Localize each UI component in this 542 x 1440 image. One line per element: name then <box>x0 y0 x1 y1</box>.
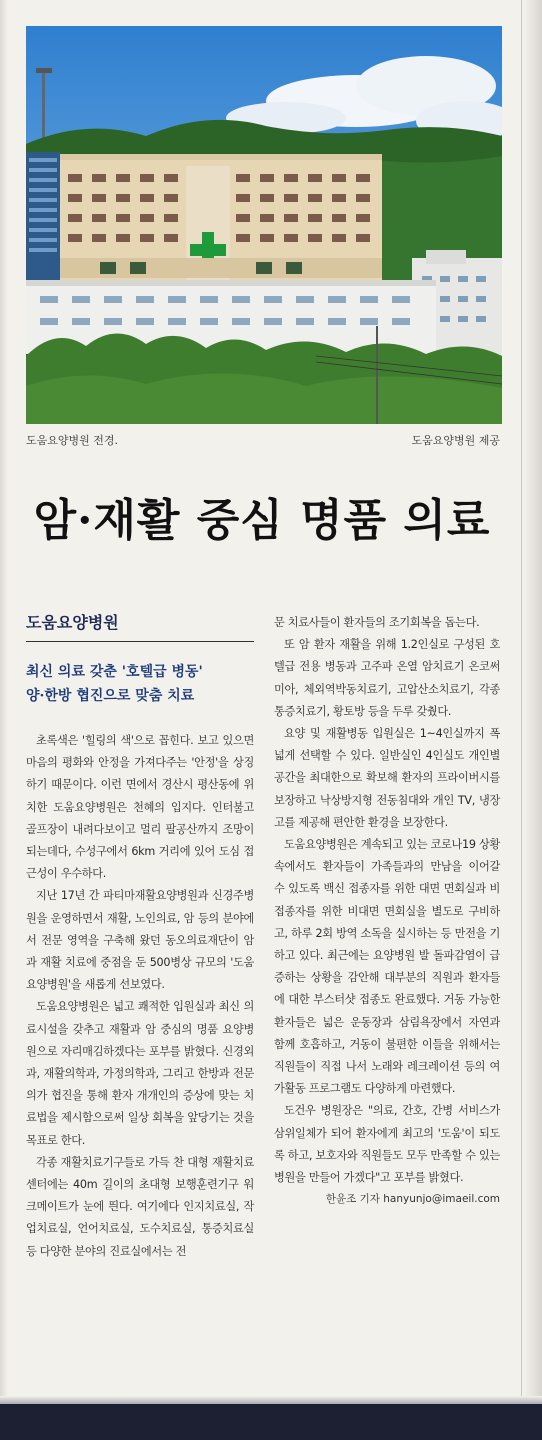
subheadline-line: 최신 의료 갖춘 '호텔급 병동' <box>26 664 203 680</box>
body-paragraph: 초록색은 '힐링의 색'으로 꼽힌다. 보고 있으면 마음의 평화와 안정을 가져다주는 '안정'을 상징하기 때문이다. 이런 면에서 경산시 평산동에 위치한 도움요양병원은 천혜의 입지다. 인터불고 골프장이 내려다보이고 멀리 팔공산까지 조망이 되는데다, 수성구에서 6km 거리에 있어 도심 접근성이 우수하다. <box>26 734 254 881</box>
subheadline-line: 양·한방 협진으로 맞춤 치료 <box>26 688 195 704</box>
body-paragraph: 도움요양병원은 계속되고 있는 코로나19 상황 속에서도 환자들이 가족들과의 만남을 이어갈 수 있도록 백신 접종자를 위한 대면 면회실과 비접종자를 위한 비대면 면회실을 별도로 구비하고, 하루 2회 방역 소독을 실시하는 등 만전을 기하고 있다. 최근에는 요양병원 발 돌파감염이 급증하는 상황을 감안해 대부분의 직원과 환자들에 대한 부스터샷 접종도 완료했다. 거동 가능한 환자들은 넓은 운동장과 삼림욕장에서 자연과 함께 호흡하고, 거동이 불편한 이들을 위해서는 직원들이 직접 나서 노래와 레크레이션 등의 여가활동 프로그램도 다양하게 마련했다. <box>274 838 500 1096</box>
body-paragraph: 도움요양병원은 넓고 쾌적한 입원실과 최신 의료시설을 갖추고 재활과 암 중심의 명품 요양병원으로 자리매김하겠다는 포부를 밝혔다. 신경외과, 재활의학과, 가정의학과, 그리고 한방과 전문의가 협진을 통해 환자 개개인의 증상에 맞는 치료법을 제시함으로써 일상 회복을 앞당기는 것을 목표로 한다. <box>26 1000 254 1147</box>
page-edge-left <box>0 0 8 1400</box>
article-column-right <box>274 612 500 1206</box>
body-paragraph: 요양 및 재활병동 입원실은 1~4인실까지 폭넓게 선택할 수 있다. 일반실인 4인실도 개인별 공간을 최대한으로 확보해 환자의 프라이버시를 보장하고 낙상방지형 전동침대와 개인 TV, 냉장고를 제공해 편안한 환경을 보장한다. <box>274 727 500 829</box>
photo-caption: 도움요양병원 전경. <box>26 434 119 447</box>
hospital-name-heading: 도움요양병원 <box>26 610 254 642</box>
body-paragraph: 또 암 환자 재활을 위해 1.2인실로 구성된 호텔급 전용 병동과 고주파 온열 암치료기 온코써미아, 체외역박동치료기, 고압산소치료기, 각종 통증치료기, 황토방 등을 두루 갖췄다. <box>274 638 500 718</box>
body-paragraph: 각종 재활치료기구들로 가득 찬 대형 재활치료센터에는 40m 길이의 초대형 보행훈련기구 워크메이트가 눈에 띈다. 여기에다 인지치료실, 작업치료실, 언어치료실, 도수치료실, 통증치료실 등 다양한 분야의 진료실에서는 전 <box>26 1155 254 1258</box>
page-edge-right <box>524 0 542 1400</box>
reporter-byline: 한윤조 기자 hanyunjo@imaeil.com <box>325 1193 500 1206</box>
body-paragraph: 도건우 병원장은 "의료, 간호, 간병 서비스가 삼위일체가 되어 환자에게 최고의 '도움'이 되도록 하고, 보호자와 직원들도 모두 만족할 수 있는 병원을 만들어 가겠다"고 포부를 밝혔다. <box>274 1104 500 1185</box>
photo-credit: 도움요양병원 제공 <box>411 434 500 447</box>
hospital-photo <box>26 26 502 424</box>
body-paragraph: 문 치료사들이 환자들의 조기회복을 돕는다. <box>274 616 480 629</box>
column-fold-line <box>521 0 522 1400</box>
article-headline: 암·재활 중심 명품 의료 <box>33 495 491 546</box>
article-column-left <box>26 610 254 1263</box>
body-paragraph: 지난 17년 간 파티마재활요양병원과 신경주병원을 운영하면서 재활, 노인의료, 암 등의 분야에서 전문 영역을 구축해 왔던 동오의료재단이 암과 재활 치료에 중점을 둔 500병상 규모의 '도움요양병원'을 새롭게 선보였다. <box>26 889 254 992</box>
bottom-bar <box>0 1404 542 1440</box>
subheadline <box>26 660 254 708</box>
